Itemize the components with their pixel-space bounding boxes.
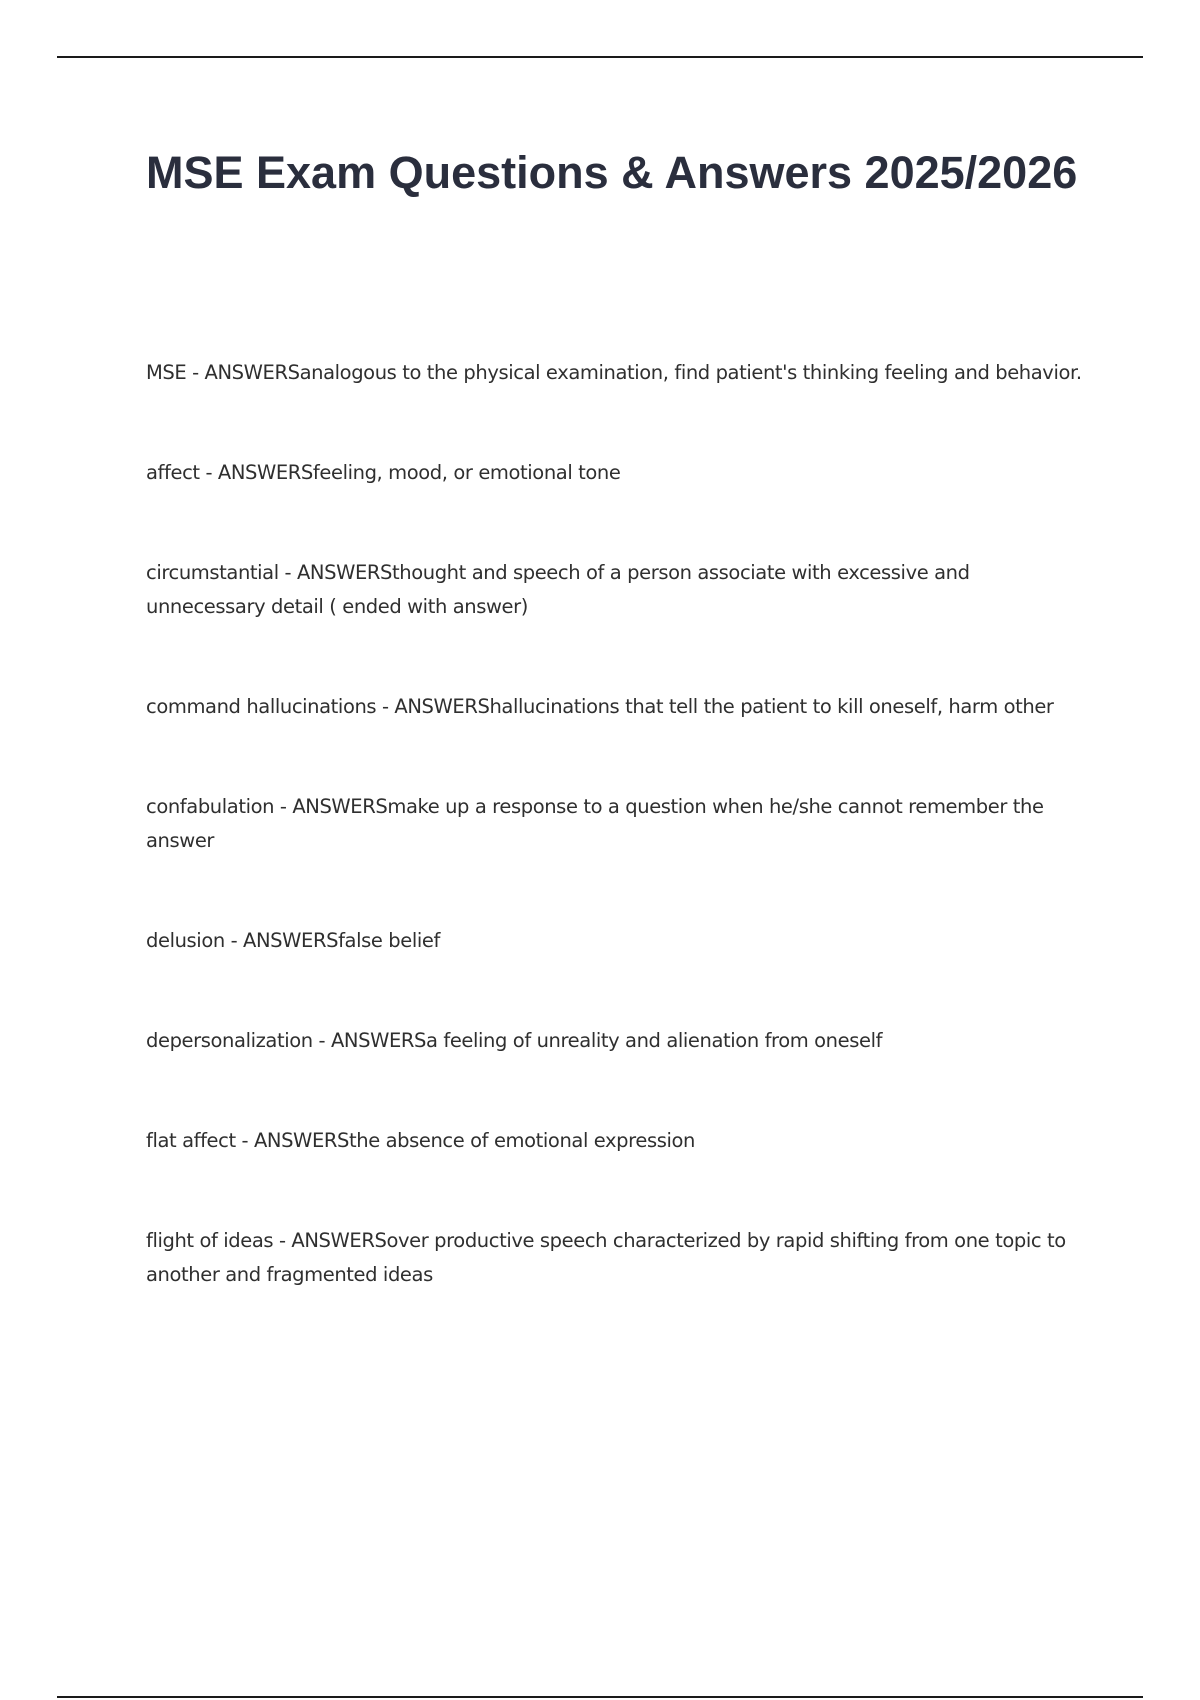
qa-entry-flight-of-ideas: flight of ideas - ANSWERSover productive speech characterized by rapid shifting from one topic to another and fragmented ideas: [146, 1229, 1066, 1286]
qa-entry-mse: MSE - ANSWERSanalogous to the physical examination, find patient's thinking feeling and behavior.: [146, 361, 1082, 384]
qa-entry-delusion: delusion - ANSWERSfalse belief: [146, 929, 440, 952]
qa-entry-circumstantial: circumstantial - ANSWERSthought and speech of a person associate with excessive and unnecessary detail ( ended with answer): [146, 561, 970, 618]
qa-entry-command-hallucinations: command hallucinations - ANSWERShallucinations that tell the patient to kill oneself, harm other: [146, 695, 1054, 718]
qa-list: [146, 356, 1092, 1292]
document-title: MSE Exam Questions & Answers 2025/2026: [146, 147, 1078, 198]
qa-entry-affect: affect - ANSWERSfeeling, mood, or emotional tone: [146, 461, 621, 484]
qa-entry-confabulation: confabulation - ANSWERSmake up a response to a question when he/she cannot remember the answer: [146, 795, 1044, 852]
qa-entry-depersonalization: depersonalization - ANSWERSa feeling of unreality and alienation from oneself: [146, 1029, 883, 1052]
bottom-divider: [57, 1696, 1143, 1698]
qa-entry-flat-affect: flat affect - ANSWERSthe absence of emotional expression: [146, 1129, 695, 1152]
top-divider: [57, 56, 1143, 58]
